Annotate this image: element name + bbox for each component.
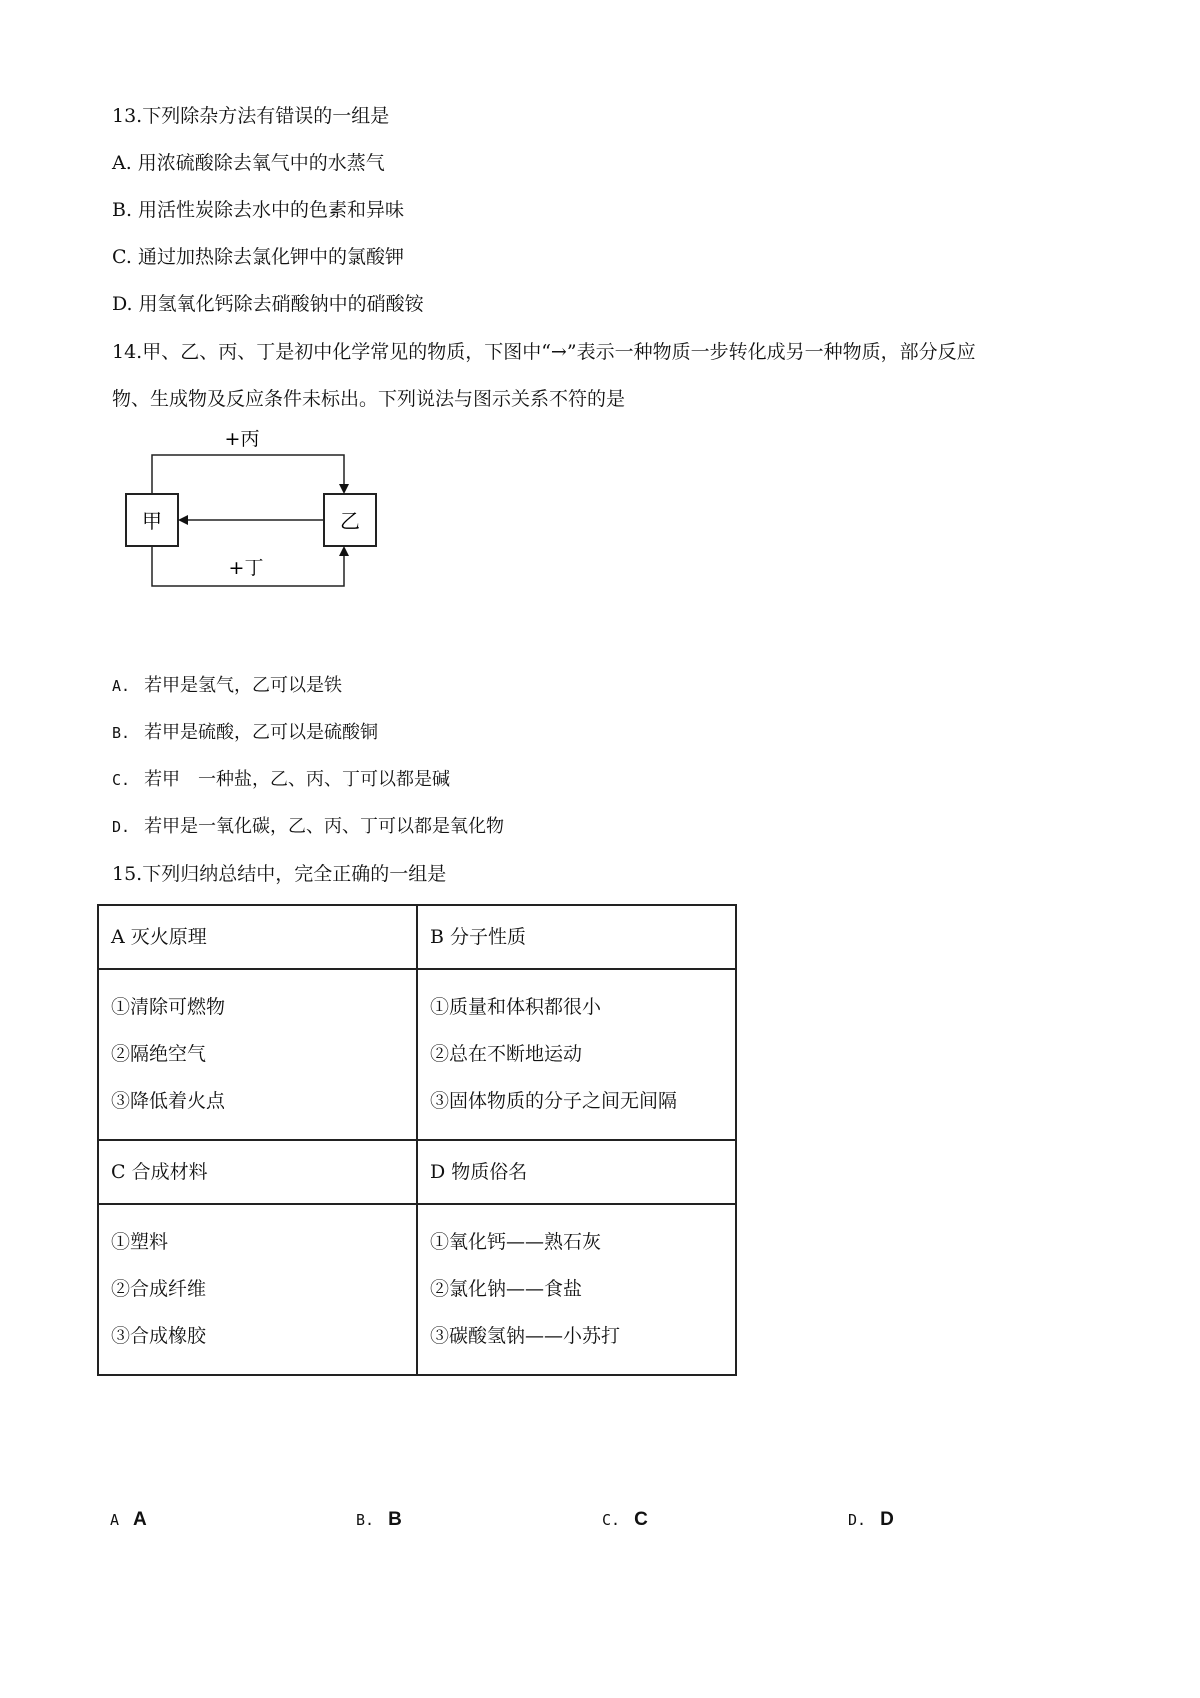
cell-a-body xyxy=(98,969,417,1140)
q14-option-b-letter: B. xyxy=(112,724,131,742)
cell-b-body xyxy=(417,969,736,1140)
cell-d-head: D 物质俗名 xyxy=(417,1140,736,1204)
q13-option-c: C. 通过加热除去氯化钾中的氯酸钾 xyxy=(112,246,404,268)
q14-stem-line1: 14.甲、乙、丙、丁是初中化学常见的物质，下图中“→”表示一种物质一步转化成另一种物质，部分反应 xyxy=(112,341,976,363)
d-item-1: ①氧化钙——熟石灰 xyxy=(430,1231,602,1253)
q15-answer-d xyxy=(848,1508,894,1531)
cell-b-head: B 分子性质 xyxy=(417,905,736,969)
q14-option-c xyxy=(112,768,450,792)
q15-answer-b-letter: B. xyxy=(356,1511,375,1529)
q13-option-a: A. 用浓硫酸除去氧气中的水蒸气 xyxy=(112,152,385,174)
cell-c-body xyxy=(98,1204,417,1375)
q13-option-b: B. 用活性炭除去水中的色素和异味 xyxy=(112,199,405,221)
q13-stem: 13.下列除杂方法有错误的一组是 xyxy=(112,105,390,127)
c-item-1: ①塑料 xyxy=(111,1231,169,1253)
q15-answer-c-letter: C. xyxy=(602,1511,621,1529)
q15-answer-c-value: C xyxy=(634,1509,648,1530)
a-item-3: ③降低着火点 xyxy=(111,1090,226,1112)
q14-option-d-text: 若甲是一氧化碳，乙、丙、丁可以都是氧化物 xyxy=(144,816,505,837)
d-item-3: ③碳酸氢钠——小苏打 xyxy=(430,1325,621,1347)
q13-option-d: D. 用氢氧化钙除去硝酸钠中的硝酸铵 xyxy=(112,293,424,315)
q14-option-c-text: 若甲 一种盐，乙、丙、丁可以都是碱 xyxy=(144,769,451,790)
d-item-2: ②氯化钠——食盐 xyxy=(430,1278,583,1300)
arrow-top-path xyxy=(152,455,344,494)
q15-answer-d-value: D xyxy=(880,1509,894,1530)
transformation-diagram xyxy=(110,420,390,600)
q14-stem-line2: 物、生成物及反应条件未标出。下列说法与图示关系不符的是 xyxy=(112,388,626,410)
q14-option-d xyxy=(112,815,504,839)
b-item-3: ③固体物质的分子之间无间隔 xyxy=(430,1090,678,1112)
a-item-2: ②隔绝空气 xyxy=(111,1043,207,1065)
q14-option-b xyxy=(112,721,378,745)
q14-option-c-letter: C. xyxy=(112,771,131,789)
q14-option-a-text: 若甲是氢气，乙可以是铁 xyxy=(144,675,343,696)
q15-answer-c xyxy=(602,1508,648,1531)
q15-answer-a-value: A xyxy=(133,1509,147,1530)
box-jia-label: 甲 xyxy=(142,509,162,533)
q14-option-b-text: 若甲是硫酸，乙可以是硫酸铜 xyxy=(144,722,379,743)
cell-a-head: A 灭火原理 xyxy=(98,905,417,969)
cell-c-head: C 合成材料 xyxy=(98,1140,417,1204)
q14-option-a-letter: A. xyxy=(112,677,131,695)
a-item-1: ①清除可燃物 xyxy=(111,996,226,1018)
q15-answer-b xyxy=(356,1508,402,1531)
top-label: +丙 xyxy=(224,428,260,450)
b-item-1: ①质量和体积都很小 xyxy=(430,996,602,1018)
bottom-label: +丁 xyxy=(228,557,264,579)
q15-answer-a xyxy=(110,1508,147,1531)
c-item-2: ②合成纤维 xyxy=(111,1278,207,1300)
q15-answer-d-letter: D. xyxy=(848,1511,867,1529)
c-item-3: ③合成橡胶 xyxy=(111,1325,207,1347)
cell-d-body xyxy=(417,1204,736,1375)
box-yi-label: 乙 xyxy=(340,509,360,533)
q14-option-d-letter: D. xyxy=(112,818,131,836)
q15-table xyxy=(97,904,737,1376)
q14-option-a xyxy=(112,674,342,698)
q15-answer-a-letter: A xyxy=(110,1511,120,1529)
b-item-2: ②总在不断地运动 xyxy=(430,1043,583,1065)
q15-answer-b-value: B xyxy=(388,1509,402,1530)
q15-stem: 15.下列归纳总结中，完全正确的一组是 xyxy=(112,863,447,885)
